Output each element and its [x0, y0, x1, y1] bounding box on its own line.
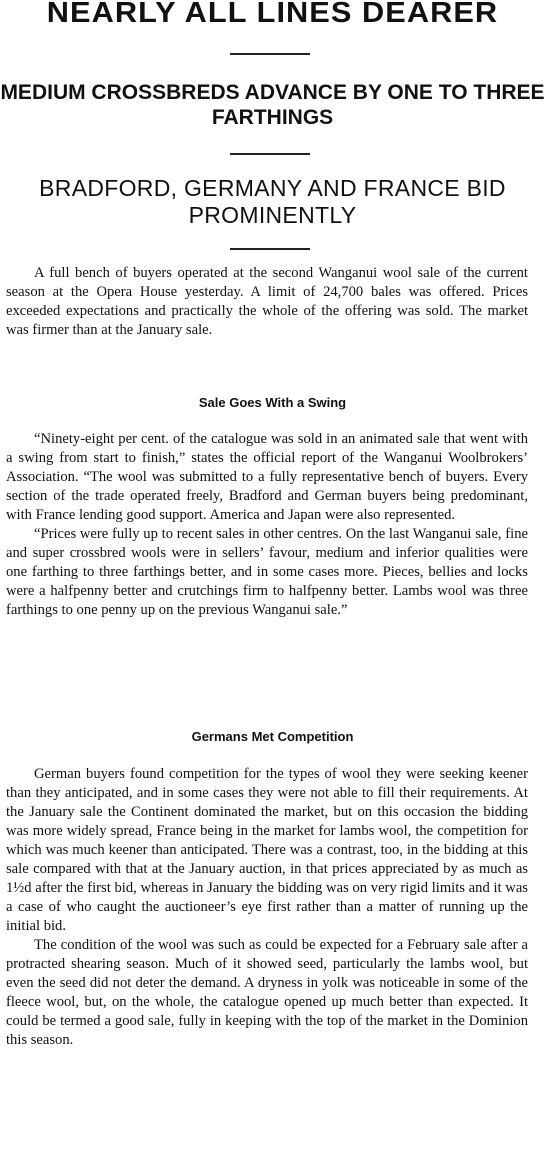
body-paragraph: “Ninety-eight per cent. of the catalogue was sold in an animated sale that went with a swing from start to finish,” states the official report of the Wanganui Woolbrokers’ Association. “The wool was submitted to a fully representative bench of buyers. Every section of the trade operated freely, Bradford and German buyers being predominant, with France lending good support. America and Japan were also represented.: [6, 431, 528, 523]
headline: NEARLY ALL LINES DEARER: [46, 0, 499, 29]
section-body-germans-met-competition: [6, 765, 528, 1050]
deck-subheadline-1: MEDIUM CROSSBREDS ADVANCE BY ONE TO THREE FARTHINGS: [0, 81, 545, 129]
section-body-sale-goes-with-a-swing: [6, 430, 528, 620]
section-subhead-sale-goes-with-a-swing: Sale Goes With a Swing: [198, 395, 347, 410]
section-subhead-germans-met-competition: Germans Met Competition: [191, 729, 354, 744]
intro-paragraph-block: [6, 264, 528, 340]
divider-rule: [230, 248, 310, 250]
divider-rule: [230, 153, 310, 155]
divider-rule: [230, 53, 310, 55]
body-paragraph: The condition of the wool was such as could be expected for a February sale after a protracted shearing season. Much of it showed seed, particularly the lambs wool, but even the seed did not deter the demand. A dryness in yolk was noticeable in some of the fleece wool, but, on the whole, the catalogue opened up much better than expected. It could be termed a good sale, fully in keeping with the top of the market in the Dominion this season.: [6, 937, 528, 1048]
body-paragraph: German buyers found competition for the types of wool they were seeking keener than they anticipated, and in some cases they were not able to fill their requirements. At the January sale the Continent dominated the market, but on this occasion the bidding was more widely spread, France being in the market for lambs wool, the competition for which was much keener than anticipated. There was a contrast, too, in the bidding at this sale compared with that at the January auction, in that prices appreciated by as much as 1½d after the first bid, whereas in January the bidding was on very rigid limits and it was a case of who caught the auctioneer’s eye first rather than a matter of running up the initial bid.: [6, 766, 528, 934]
intro-paragraph: A full bench of buyers operated at the second Wanganui wool sale of the current season at the Opera House yesterday. A limit of 24,700 bales was offered. Prices exceeded expectations and practically the whole of the offering was sold. The market was firmer than at the January sale.: [6, 265, 528, 338]
deck-subheadline-2: BRADFORD, GERMANY AND FRANCE BID PROMINENTLY: [39, 175, 506, 228]
body-paragraph: “Prices were fully up to recent sales in other centres. On the last Wanganui sale, fine and super crossbred wools were in sellers’ favour, medium and inferior qualities were one farthing to three farthings better, and in some cases more. Pieces, bellies and locks were a halfpenny better and crutchings firm to halfpenny better. Lambs wool was three farthings to one penny up on the previous Wanganui sale.”: [6, 526, 528, 618]
